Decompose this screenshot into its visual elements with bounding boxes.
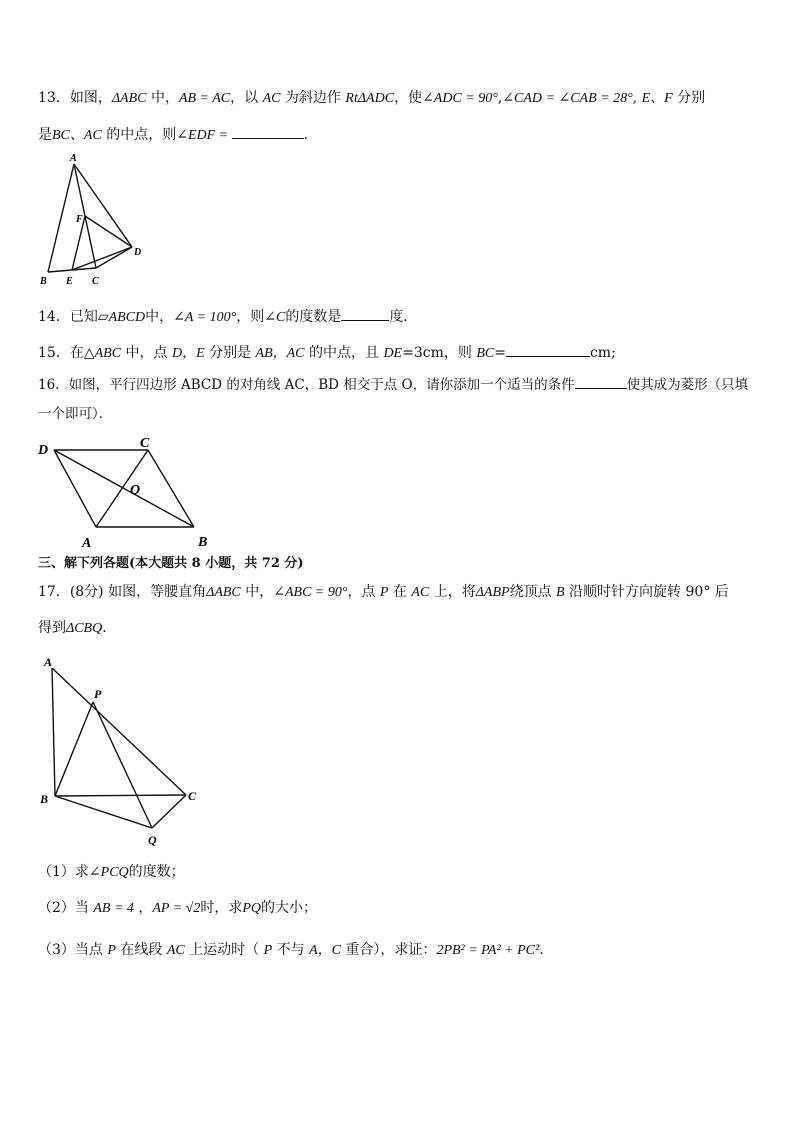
text: （2）当 (38, 900, 94, 916)
math-parallelogram: ▱ABCD (97, 310, 146, 325)
label-a: A (70, 153, 77, 164)
text: 使其成为菱形（只填 (626, 377, 749, 393)
math-triangle-abc: ΔABC (111, 91, 147, 106)
text: 上，将 (429, 584, 476, 600)
edge-bc (55, 795, 186, 796)
answer-blank[interactable] (341, 306, 389, 321)
label-d: D (134, 247, 142, 258)
label-b: B (198, 535, 208, 550)
math-p: P (263, 943, 273, 958)
text: 的度数是 (285, 309, 342, 325)
text: cm; (589, 345, 616, 361)
math-ac: AC (166, 943, 185, 958)
q13-line1 (38, 88, 705, 109)
diagonal-ac (96, 450, 148, 527)
edge-ac (52, 668, 186, 795)
text: 分别 (672, 90, 706, 106)
math-pq: PQ (242, 901, 262, 916)
text: 为斜边作 (280, 90, 346, 106)
math-angle-abc: ∠ABC = 90° (273, 585, 348, 600)
q13-line2 (38, 124, 318, 146)
text: 的中点，则 (101, 127, 177, 143)
text: 中， (145, 309, 174, 325)
text: 在线段 (115, 942, 167, 958)
text: 15．在 (38, 345, 84, 361)
text: 13．如图， (38, 90, 112, 106)
text: ． (102, 620, 117, 636)
text: ． (303, 127, 318, 143)
text: 是 (38, 127, 52, 143)
label-a: A (82, 536, 92, 551)
label-b: B (40, 792, 49, 806)
math-ab-eq-ac: AB = AC (178, 91, 231, 106)
edge-cb (148, 450, 194, 527)
text: 中， (146, 90, 179, 106)
q17-sub1 (38, 862, 185, 883)
text: 得到 (38, 620, 66, 636)
text: 17．(8分) 如图，等腰直角 (38, 584, 207, 600)
text: 度． (389, 309, 418, 325)
edge-bp (55, 702, 93, 796)
math-de: D，E (171, 346, 205, 361)
text: 时，求 (200, 900, 243, 916)
q13-figure (36, 150, 148, 290)
math-abp: ΔABP (475, 585, 510, 600)
math-triangle: △ABC (83, 346, 122, 361)
math-angle-pcq: ∠PCQ (88, 865, 129, 880)
text: 的中点，且 (304, 345, 384, 361)
math-bc-ac: BC、AC (52, 128, 102, 143)
edge-bq (55, 796, 152, 828)
text: （3）当点 (38, 942, 108, 958)
text: 16．如图，平行四边形 ABCD 的对角线 AC，BD 相交于点 O，请你添加一个适当的条件 (38, 377, 575, 393)
text: 上运动时（ (184, 942, 264, 958)
q17-lines (52, 668, 186, 828)
edge-ed (72, 247, 132, 270)
math-angle-a: ∠A = 100° (173, 310, 237, 325)
text: 中，点 (121, 345, 172, 361)
text: ，点 (347, 584, 380, 600)
math-angle-c: ∠C (264, 310, 286, 325)
label-c: C (140, 436, 150, 451)
text: 绕顶点 (509, 584, 557, 600)
text: ，以 (230, 90, 263, 106)
section-heading (38, 554, 304, 574)
math-bc: BC (476, 346, 495, 361)
label-e: E (66, 276, 73, 287)
section-title: 三、解下列各题(本大题共 8 小题，共 72 分) (38, 556, 304, 571)
math-angle-adc: ∠ADC = 90° (422, 91, 498, 106)
math-p: P (379, 585, 389, 600)
math-p: P (107, 943, 116, 958)
q17-figure (36, 650, 206, 850)
math-ab-ac: AB，AC (255, 346, 305, 361)
q13-lines (48, 164, 132, 272)
text: 14．已知 (38, 309, 98, 325)
answer-blank[interactable] (232, 124, 304, 139)
label-q: Q (148, 833, 157, 847)
text: 的度数； (128, 864, 185, 880)
label-c: C (92, 276, 99, 287)
text: （1）求 (38, 864, 89, 880)
math-a-c: A，C (309, 943, 341, 958)
q16-line1 (38, 374, 748, 395)
edge-pq (93, 702, 152, 828)
text: 不与 (272, 942, 310, 958)
q17-sub3 (38, 940, 544, 961)
math-angle-cad: ∠CAD = ∠CAB = 28° (502, 91, 633, 106)
text: ， (133, 900, 153, 916)
answer-blank[interactable] (506, 342, 590, 357)
label-p: P (94, 687, 102, 701)
text: 沿顺时针方向旋转 90° 后 (564, 584, 729, 600)
text: ，使 (394, 90, 423, 106)
q17-line1 (38, 582, 729, 603)
math-triangle-abc: ΔABC (206, 585, 241, 600)
answer-blank[interactable] (575, 374, 627, 389)
text: . (539, 942, 544, 958)
label-c: C (188, 789, 197, 803)
q17-line2 (38, 618, 116, 639)
math-cbq: ΔCBQ (66, 621, 103, 636)
text: , (632, 90, 642, 106)
q17-sub2 (38, 898, 317, 919)
label-d: D (38, 443, 49, 458)
text: 重合），求证： (340, 942, 437, 958)
q16-line2 (38, 404, 112, 424)
edge-fd (85, 216, 132, 247)
label-o: O (130, 483, 141, 498)
q16-figure (34, 430, 224, 552)
math-formula: 2PB² = PA² + PC² (436, 943, 540, 958)
label-f: F (76, 214, 83, 225)
math-ac: AC (262, 91, 281, 106)
text: 的大小； (261, 900, 318, 916)
text: =3cm，则 (402, 345, 477, 361)
q16-lines (54, 450, 194, 527)
math-ap: AP = √2 (152, 901, 201, 916)
label-a: A (44, 655, 53, 669)
math-ac: AC (411, 585, 430, 600)
q14-line (38, 306, 417, 328)
math-de-val: DE (383, 346, 403, 361)
edge-cq (152, 795, 186, 828)
label-b: B (40, 276, 47, 287)
edge-cd (96, 247, 132, 268)
math-ef: E、F (641, 91, 673, 106)
edge-ab (48, 164, 74, 272)
math-b: B (556, 585, 565, 600)
q15-line (38, 342, 616, 364)
text: , (497, 90, 503, 106)
text: 分别是 (204, 345, 256, 361)
text: 在 (388, 584, 412, 600)
text: = (494, 345, 506, 361)
math-rt-adc: RtΔADC (345, 91, 395, 106)
text: ，则 (236, 309, 265, 325)
edge-ab (52, 668, 55, 796)
text: 一个即可）． (38, 406, 113, 422)
text: 中， (240, 584, 274, 600)
math-angle-edf: ∠EDF = (176, 128, 232, 143)
math-ab: AB = 4 (93, 901, 134, 916)
